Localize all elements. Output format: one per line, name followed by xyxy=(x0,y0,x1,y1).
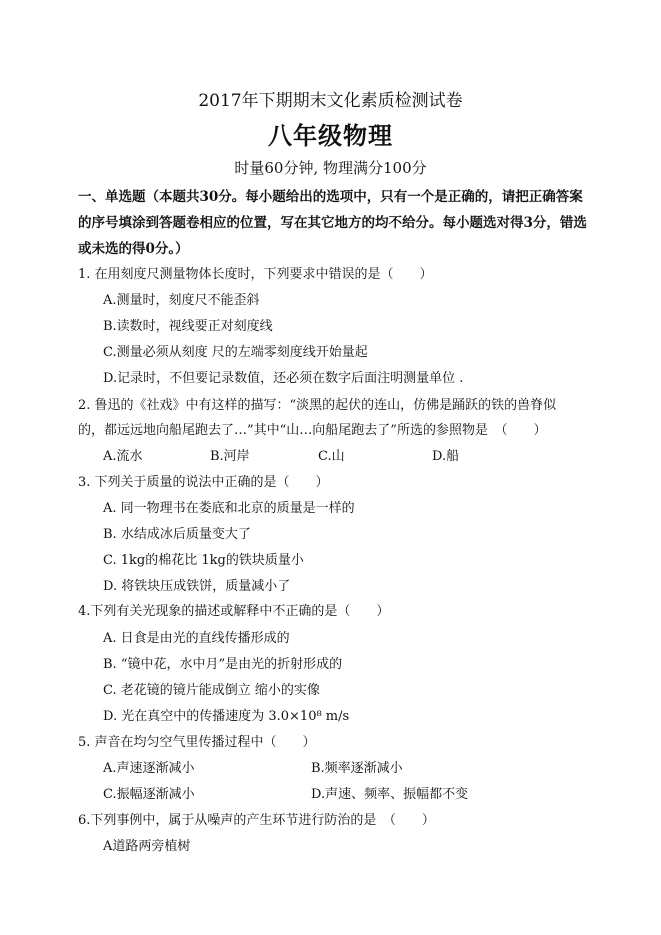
exam-info: 时量60分钟, 物理满分100分 xyxy=(234,159,427,177)
section-line: 的序号填涂到答题卷相应的位置，写在其它地方的均不给分。每小题选对得3分，错选 xyxy=(78,215,587,231)
question-option: D.声速、频率、振幅都不变 xyxy=(311,787,469,802)
question-option: C. 1kg的棉花比 1kg的铁块质量小 xyxy=(103,553,304,568)
section-line: 或未选的得0分。） xyxy=(78,241,189,257)
question-option: B. “镜中花，水中月”是由光的折射形成的 xyxy=(103,657,343,672)
question-option: D. 将铁块压成铁饼，质量减小了 xyxy=(103,579,291,594)
question-stem: 1. 在用刻度尺测量物体长度时，下列要求中错误的是（ ） xyxy=(78,267,433,282)
question-stem: 4.下列有关光现象的描述或解释中不正确的是（ ） xyxy=(78,604,390,619)
question-option: A道路两旁植树 xyxy=(103,839,191,854)
question-option: A.声速逐渐减小 xyxy=(103,761,195,776)
question-option: B.读数时，视线要正对刻度线 xyxy=(103,319,273,334)
question-stem: 2. 鲁迅的《社戏》中有这样的描写：“淡黑的起伏的连山，仿佛是踊跃的铁的兽脊似 xyxy=(78,398,557,413)
question-option: B.频率逐渐减小 xyxy=(311,761,403,776)
question-stem: 6.下列事例中，属于从噪声的产生环节进行防治的是 （ ） xyxy=(78,813,435,828)
subject-title: 八年级物理 xyxy=(268,121,393,150)
question-option: D.记录时，不但要记录数值，还必须在数字后面注明测量单位 . xyxy=(103,371,464,386)
question-option: C.振幅逐渐减小 xyxy=(103,787,195,802)
question-option: A.测量时，刻度尺不能歪斜 xyxy=(103,293,260,308)
question-option: A.流水 xyxy=(103,449,143,464)
question-option: D. 光在真空中的传播速度为 3.0×10⁸ m/s xyxy=(103,709,350,724)
question-stem: 3. 下列关于质量的说法中正确的是（ ） xyxy=(78,475,329,490)
question-option: B. 水结成冰后质量变大了 xyxy=(103,527,251,542)
question-option: C.山 xyxy=(318,449,345,464)
question-stem: 的，都远远地向船尾跑去了…”其中“山…向船尾跑去了”所选的参照物是 （ ） xyxy=(78,423,547,438)
question-option: B.河岸 xyxy=(210,449,250,464)
question-option: A. 同一物理书在娄底和北京的质量是一样的 xyxy=(103,501,355,516)
section-line: 一、单选题（本题共30分。每小题给出的选项中，只有一个是正确的，请把正确答案 xyxy=(78,189,583,205)
question-option: A. 日食是由光的直线传播形成的 xyxy=(103,631,290,646)
question-option: C. 老花镜的镜片能成倒立 缩小的实像 xyxy=(103,683,320,698)
question-option: D.船 xyxy=(432,449,460,464)
question-stem: 5. 声音在均匀空气里传播过程中（ ） xyxy=(78,735,316,750)
question-option: C.测量必须从刻度 尺的左端零刻度线开始量起 xyxy=(103,345,368,360)
exam-title: 2017年下期期末文化素质检测试卷 xyxy=(198,91,463,111)
